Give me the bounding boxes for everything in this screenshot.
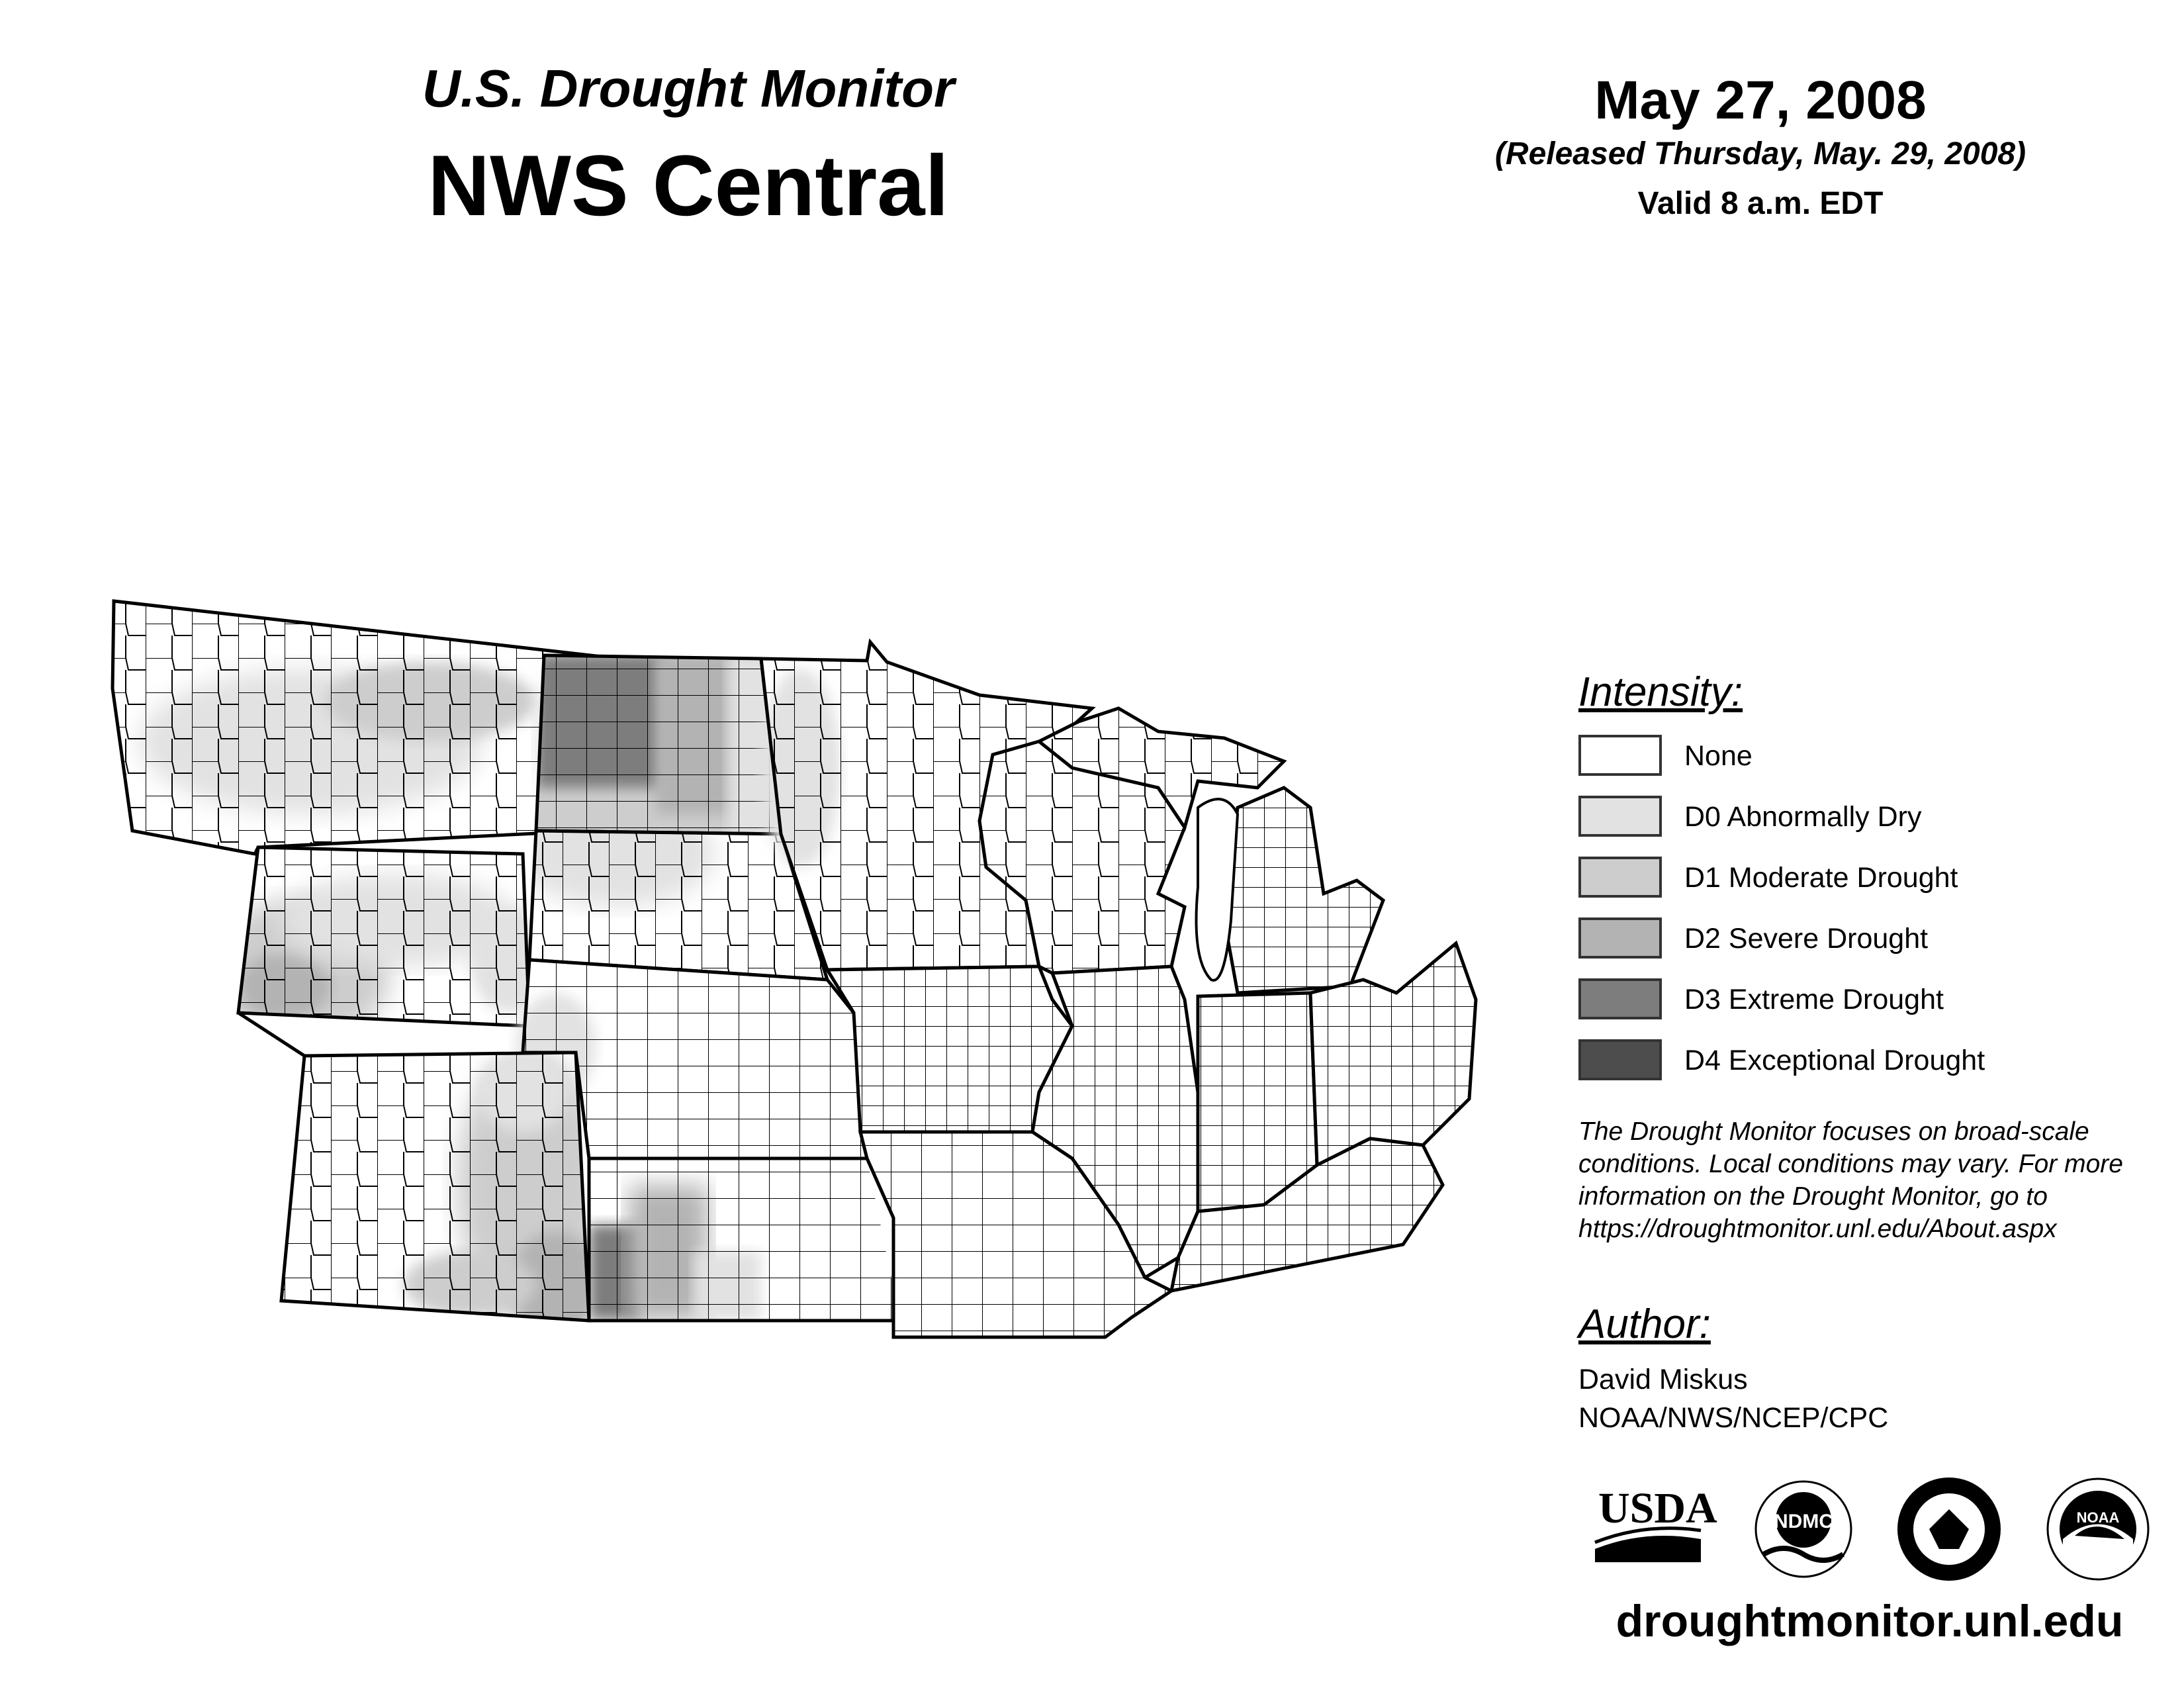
legend-label: D0 Abnormally Dry [1684, 801, 1922, 833]
author-organization: NOAA/NWS/NCEP/CPC [1578, 1402, 1889, 1434]
ndmc-logo [1756, 1481, 1851, 1577]
state-north-dakota [523, 642, 801, 854]
noaa-logo [2048, 1479, 2148, 1579]
svg-text:NDMC: NDMC [1774, 1511, 1833, 1532]
legend-swatch [1578, 1039, 1662, 1080]
map-title: NWS Central [428, 137, 949, 234]
legend-label: D2 Severe Drought [1684, 923, 1929, 955]
legend-label: D3 Extreme Drought [1684, 984, 1944, 1015]
state-michigan-lower [1224, 788, 1383, 993]
svg-text:USDA: USDA [1598, 1484, 1717, 1532]
website-url[interactable]: droughtmonitor.unl.edu [1615, 1596, 2124, 1646]
valid-time: Valid 8 a.m. EDT [1637, 186, 1884, 221]
map-date: May 27, 2008 [1594, 70, 1927, 130]
map-subtitle: U.S. Drought Monitor [422, 59, 955, 118]
commerce-seal [1897, 1477, 2001, 1581]
legend-title: Intensity: [1578, 669, 1743, 715]
legend-label: None [1684, 740, 1752, 772]
state-wyoming [205, 841, 549, 1046]
legend-swatch [1578, 917, 1662, 959]
legend-swatch [1578, 735, 1662, 776]
state-colorado [271, 1046, 602, 1337]
svg-text:NOAA: NOAA [2076, 1509, 2120, 1526]
disclaimer-note: The Drought Monitor focuses on broad-scale conditions. Local conditions may vary. For more information on the Drought Monitor, go to https://droughtmonitor.unl.edu/About.aspx [1578, 1117, 2123, 1243]
release-date: (Released Thursday, May. 29, 2008) [1494, 136, 2026, 171]
agency-logos [1585, 1476, 2167, 1582]
legend-swatch [1578, 857, 1662, 898]
legend-swatch [1578, 978, 1662, 1019]
legend-label: D1 Moderate Drought [1684, 862, 1958, 894]
author-name: David Miskus [1578, 1364, 1748, 1395]
drought-map [99, 589, 1522, 1403]
usda-logo [1595, 1484, 1717, 1562]
state-kansas [582, 1152, 900, 1324]
legend-label: D4 Exceptional Drought [1684, 1045, 1985, 1076]
legend-swatch [1578, 796, 1662, 837]
author-heading: Author: [1578, 1301, 1711, 1347]
